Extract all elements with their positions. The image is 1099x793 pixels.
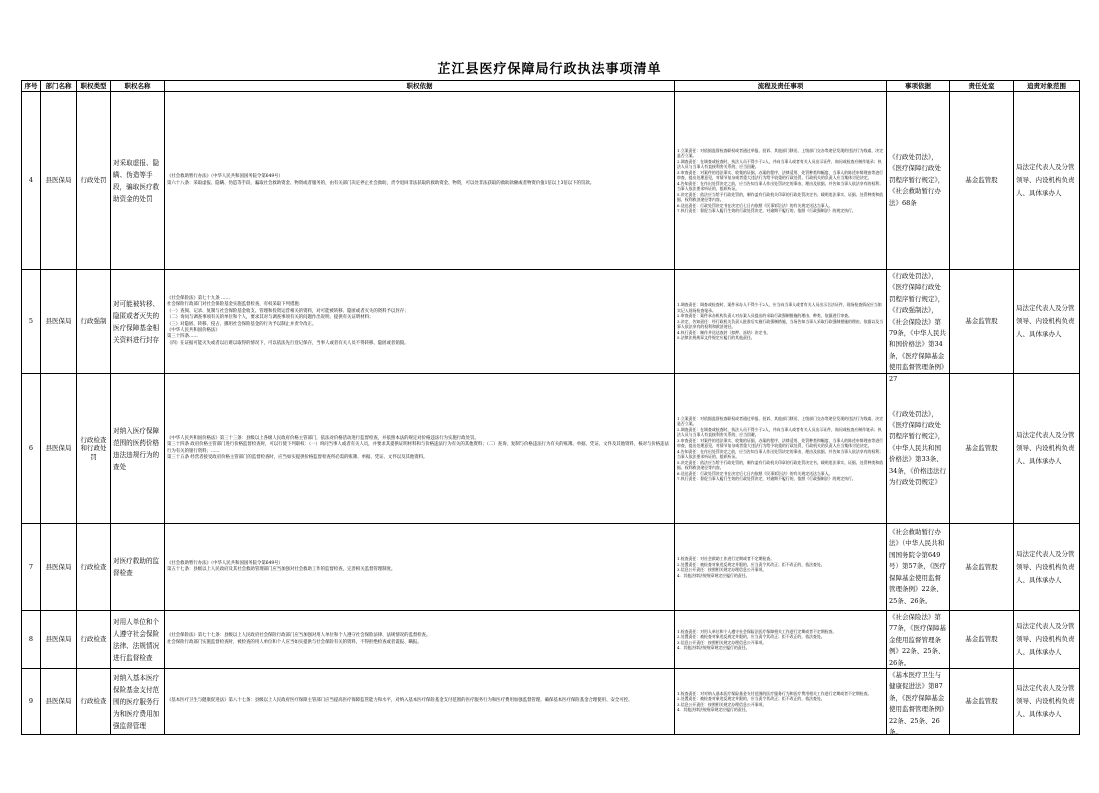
text-line: 2.审查责任：案件承办机构负责人对办案人员提出的采取行政强制措施的理由、种类、依据进行审查。: [677, 313, 852, 319]
text-line: 2.调查责任：在调查或检查时，执法人员不得少于2人，并向当事人或者有关人员出示证件，询问或检查应制作笔录；执法人员与当事人有直接利害关系的，应当回避。: [677, 426, 882, 437]
table-row: [22, 524, 1080, 611]
text-line: 4.告知责任：在作出处罚决定之前，应当告知当事人作出处罚决定的事由、理由及依据，并告知当事人依法享有的权利；当事人依法要求听证的，组织听证。: [677, 448, 884, 459]
text-line: 4．其他法律法规规章规定应履行的责任。: [677, 645, 750, 650]
text-line: 1.检查责任：对社会救助工作进行定期或者不定期检查。: [677, 556, 775, 561]
table-row: [22, 92, 1080, 270]
header-basis: 职权依据: [165, 81, 675, 92]
text-line: （一）查阅、记录、复制与社会保险基金收支、管理和投资运营相关的资料，对可能被转移、隐匿或者灭失的资料予以封存；: [167, 308, 409, 314]
row-accountability: 局法定代表人及分管领导、内设机构负责人、具体承办人: [1014, 611, 1080, 669]
header-row: [22, 81, 1080, 92]
text-line: 7.执行责任：督促当事人履行生效的行政处罚决定，对逾期不履行的，依照《行政强制法》的规定执行。: [677, 476, 856, 481]
text-line: 3.信息公开责任：按照相关规定办理信息公开事项。: [677, 701, 767, 707]
row-name: 对纳入医疗保障范围的医药价格违法违规行为的查处: [111, 374, 165, 524]
table-row: [22, 669, 1080, 735]
text-line: 4．其他法律法规规章规定应履行的责任。: [677, 707, 750, 712]
text-line: 社会保险行政部门实施监督检查时，被检查的用人单位和个人应当如实提供与社会保险有关的资料，不得拒绝检查或者谎报、瞒报。: [167, 639, 422, 645]
text-line: 《社会救助暂行办法》（中华人民共和国国务院令第649号）: [167, 560, 283, 566]
row-office: 基金监管股: [950, 270, 1014, 374]
text-line: 《社会救助暂行办法》（中华人民共和国国务院令第649号）: [167, 174, 283, 180]
row-office: 基金监管股: [950, 669, 1014, 735]
header-name: 职权名称: [111, 81, 165, 92]
text-line: 1.立案责任：对依据监督检查职权或者通过举报、投诉、其他部门移送、上级部门交办等途径发现的违法行为线索，决定是否立案。: [677, 147, 884, 158]
row-dept: 县医保局: [41, 270, 77, 374]
row-office: 基金监管股: [950, 92, 1014, 270]
text-line: 3.信息公开责任：按照相关规定办理信息公开事项。: [677, 639, 767, 645]
text-line: 1.检查责任：对用人单位和个人遵守社会保险法医疗保障相关工作进行定期或者不定期检查。: [677, 628, 837, 634]
row-fact-basis: 《社会保险法》第77条，《医疗保障基金使用监督管理条例》22条、25条、26条。: [889, 613, 947, 667]
text-line: 5.法律法规规章文件规定应履行的其他责任。: [677, 335, 755, 341]
text-line: 第三十四条 政府价格主管部门进行价格监督检查时，可以行使下列职权：（一）询问当事人或者有关人员，并要求其提供证明材料和与价格违法行为有关的其他资料；（二）查询、复制与价格违法行为有关的账簿、单据、凭证、文件及其他资料，核对与价格违法行为有关的银行资料；……: [167, 442, 669, 454]
text-line: 第五十七条：县级以上人民政府及其社会救助管理部门应当加强对社会救助工作的监督检查，完善相关监督管理制度。: [167, 567, 396, 572]
text-line: 4.告知责任：在作出处罚决定之前，应当告知当事人作出处罚决定的事由、理由及依据，并告知当事人依法享有的权利；当事人依法要求听证的，组织听证。: [677, 180, 884, 191]
text-line: 1.立案责任：对依据监督检查职权或者通过举报、投诉、其他部门移送、上级部门交办等途径发现的违法行为线索，决定是否立案。: [677, 415, 884, 426]
row-fact-basis: 《基本医疗卫生与健康促进法》第87条，《医疗保障基金使用监督管理条例》22条、25条、26条。: [889, 671, 945, 737]
text-line: 6.送达责任：行政处罚决定书在决定后七日内依照《民事诉讼法》的有关规定送达当事人。: [677, 202, 833, 208]
row-dept: 县医保局: [41, 611, 77, 669]
row-basis: [167, 633, 672, 646]
row-office: 基金监管股: [950, 374, 1014, 524]
row-responsibility: [677, 691, 884, 713]
row-type: 行政检查和行政处罚: [77, 374, 111, 524]
row-responsibility: [677, 148, 884, 214]
row-responsibility: [677, 302, 884, 341]
text-line: 2.调查责任：在调查或检查时，执法人员不得少于2人，并向当事人或者有关人员出示证件，询问或检查应制作笔录；执法人员与当事人有直接利害关系的，应当回避。: [677, 158, 882, 169]
text-line: 7.执行责任：督促当事人履行生效的行政处罚决定，对逾期不履行的，依照《行政强制法》的规定执行。: [677, 208, 856, 213]
text-line: 《社会保险法》第七十七条：县级以上人民政府社会保险行政部门应当加强对用人单位和个人遵守社会保险法律、法规情况的监督检查。: [167, 633, 431, 639]
row-accountability: 局法定代表人及分管领导、内设机构负责人、具体承办人: [1014, 669, 1080, 735]
text-line: 2.处置责任：被检查对象违反规定并限的，应当责令其改正；拒不改正的，依法查处。: [677, 696, 825, 701]
text-line: 3.信息公开责任：按照相关规定办理信息公开事项。: [677, 567, 767, 572]
table-row: [22, 374, 1080, 524]
table-row: [22, 611, 1080, 669]
row-no: 7: [22, 524, 41, 611]
row-office: 基金监管股: [950, 611, 1014, 669]
row-fact-basis: 《社会救助暂行办法》（中华人民共和国国务院令第649号）第57条，《医疗保障基金使用监督管理条例》22条、25条、26条。: [889, 528, 947, 605]
row-no: 8: [22, 611, 41, 669]
row-type: 行政检查: [77, 524, 111, 611]
row-basis: [167, 436, 672, 462]
text-line: 《基本医疗卫生与健康促进法》第八十七条：县级以上人民政府医疗保障主管部门应当提高医疗保障监管能力和水平，对纳入基本医疗保险基金支付范围的医疗服务行为和医疗费用加强监督管理，确保基本医疗保险基金合理使用、安全可控。: [167, 698, 633, 704]
text-line: （二）询问与调查事项有关的单位和个人，要求其对与调查事项有关的问题作出说明、提供有关证明材料；: [167, 315, 374, 321]
row-type: 行政检查: [77, 669, 111, 735]
row-responsibility: [677, 629, 884, 651]
row-accountability: 局法定代表人及分管领导、内设机构负责人、具体承办人: [1014, 270, 1080, 374]
row-responsibility: [677, 556, 884, 578]
row-office: 基金监管股: [950, 524, 1014, 611]
header-no: 序号: [22, 81, 41, 92]
row-fact-basis: 《行政处罚法》，《医疗保障行政处罚程序暂行规定》，《行政强制法》，《社会保险法》第79条，《中华人民共和国价格法》第34条，《医疗保障基金使用监督管理条例》27: [889, 272, 947, 383]
row-name: 对采取虚报、隐瞒、伪造等手段，骗取医疗救助资金的处罚: [111, 92, 165, 270]
header-responsibility: 流程及责任事项: [675, 81, 887, 92]
page-title: 芷江县医疗保障局行政执法事项清单: [437, 62, 662, 77]
text-line: 4.执行责任：制作并送达查封（扣押、冻结）决定书。: [677, 329, 771, 335]
text-line: 1.检查责任：对对纳入基本医疗保险基金支付范围的医疗服务行为和医疗费用相关工作进行定期或者不定期检查。: [677, 690, 872, 696]
row-dept: 县医保局: [41, 92, 77, 270]
row-type: 行政强制: [77, 270, 111, 374]
header-dept: 部门名称: [41, 81, 77, 92]
row-type: 行政处罚: [77, 92, 111, 270]
text-line: （三）对隐匿、转移、侵占、挪用社会保险基金的行为予以制止并责令改正。: [167, 321, 317, 327]
row-fact-basis: 《行政处罚法》，《医疗保障行政处罚程序暂行规定》，《社会救助暂行办法》68条: [889, 152, 945, 207]
row-basis: [167, 174, 672, 187]
header-type: 职权类型: [77, 81, 111, 92]
row-dept: 县医保局: [41, 374, 77, 524]
row-accountability: 局法定代表人及分管领导、内设机构负责人、具体承办人: [1014, 92, 1080, 270]
header-office: 责任处室: [950, 81, 1014, 92]
enforcement-table: [21, 80, 1080, 735]
row-type: 行政检查: [77, 611, 111, 669]
header-fact-basis: 事项依据: [887, 81, 950, 92]
row-no: 9: [22, 669, 41, 735]
row-name: 对可能被转移、隐匿或者灭失的医疗保障基金相关资料进行封存: [111, 270, 165, 374]
text-line: 6.送达责任：行政处罚决定书在决定后七日内依照《民事诉讼法》的有关规定送达当事人。: [677, 470, 833, 476]
text-line: 4．其他法律法规规章规定应履行的责任。: [677, 572, 750, 578]
table-row: [22, 270, 1080, 374]
row-name: 对纳入基本医疗保险基金支付范围的医疗服务行为和医疗费用加强监督管理: [111, 669, 165, 735]
text-line: 1.调查责任：调查或检查时，案件承办人不得少于2人，应当向当事人或者有关人员出示合法证件，现场检查情况应当如实记入现场检查笔录。: [677, 302, 882, 313]
text-line: 3.审查责任：对案件的违法事实、收集的证据、办案的程序、法律适用、处罚种类和幅度、当事人的陈述申辩理由等进行审查，提出处理意见，对情节复杂或者重大违法行为给予较重的行政处罚，行政机关的负责人应当集体讨论决定。: [677, 169, 884, 180]
row-responsibility: [677, 416, 884, 482]
text-line: 3.审查责任：对案件的违法事实、收集的证据、办案的程序、法律适用、处罚种类和幅度、当事人的陈述申辩理由等进行审查，提出处理意见，对情节复杂或者重大违法行为给予较重的行政处罚，行政机关的负责人应当集体讨论决定。: [677, 437, 884, 448]
text-line: 第三十四条……: [167, 334, 198, 340]
text-line: 《中华人民共和国价格法》第三十三条：县级以上各级人民政府价格主管部门，依法对价格活动进行监督检查，并依照本法的规定对价格违法行为实施行政处罚。: [167, 435, 479, 441]
text-line: 社会保险行政部门对社会保险基金实施监督检查，有权采取下列措施：: [167, 302, 304, 308]
text-line: 《中华人民共和国价格法》: [167, 327, 220, 333]
text-line: 5.决定责任：依法应当给予行政处罚的，制作盖有行政机关印章的行政处罚决定书，载明违法事实、证据、处罚种类和依据、权利救济途径等内容。: [677, 459, 884, 470]
text-line: 第三十五条 经营者接受政府价格主管部门的监督检查时，应当如实提供价格监督检查所必需的账簿、单据、凭证、文件以及其他资料。: [167, 454, 428, 460]
row-basis: [167, 296, 672, 347]
text-line: 2.处置责任：被检查对象违反规定并限的，应当责令其改正；拒不改正的，依法查处。: [677, 561, 825, 567]
row-accountability: 局法定代表人及分管领导、内设机构负责人、具体承办人: [1014, 524, 1080, 611]
row-basis: [167, 698, 672, 704]
row-fact-basis: 《行政处罚法》，《医疗保障行政处罚程序暂行规定》，《中华人民共和国价格法》第33条、34条，《价格违法行为行政处罚规定》: [889, 409, 947, 487]
row-no: 5: [22, 270, 41, 374]
row-accountability: 局法定代表人及分管领导、内设机构负责人、具体承办人: [1014, 374, 1080, 524]
row-name: 对医疗救助的监督检查: [111, 524, 165, 611]
row-dept: 县医保局: [41, 524, 77, 611]
row-no: 4: [22, 92, 41, 270]
text-line: 3.决定、告知责任：经行政机关负责人批准后实施行政强制措施，当场告知当事人采取行政强制措施的理由、依据以及当事人依法享有的权利和救济途径。: [677, 318, 884, 330]
header-accountability: 追责对象范围: [1014, 81, 1080, 92]
row-no: 6: [22, 374, 41, 524]
row-dept: 县医保局: [41, 669, 77, 735]
text-line: 第六十八条：采取虚报、隐瞒、伪造等手段，骗取社会救助资金、物资或者服务的，由有关部门决定停止社会救助，责令退回非法获取的救助资金、物资，可以处非法获取的救助款额或者物资价值1倍以上3倍以下的罚款。: [167, 180, 595, 186]
row-basis: [167, 561, 672, 574]
text-line: （四）在证据可能灭失或者以后难以取得的情况下，可以依法先行登记保存，当事人或者有关人员不得转移、隐匿或者销毁。: [167, 340, 409, 346]
text-line: 《社会保险法》第七十九条 ……: [167, 295, 230, 301]
text-line: 5.决定责任：依法应当给予行政处罚的，制作盖有行政机关印章的行政处罚决定书，载明违法事实、证据、处罚种类和依据、权利救济途径等内容。: [677, 191, 884, 202]
row-name: 对用人单位和个人遵守社会保险法律、法规情况进行监督检查: [111, 611, 165, 669]
text-line: 2.处置责任：被检查对象违反规定并限的，应当责令其改正；拒不改正的，依法查处。: [677, 634, 825, 639]
